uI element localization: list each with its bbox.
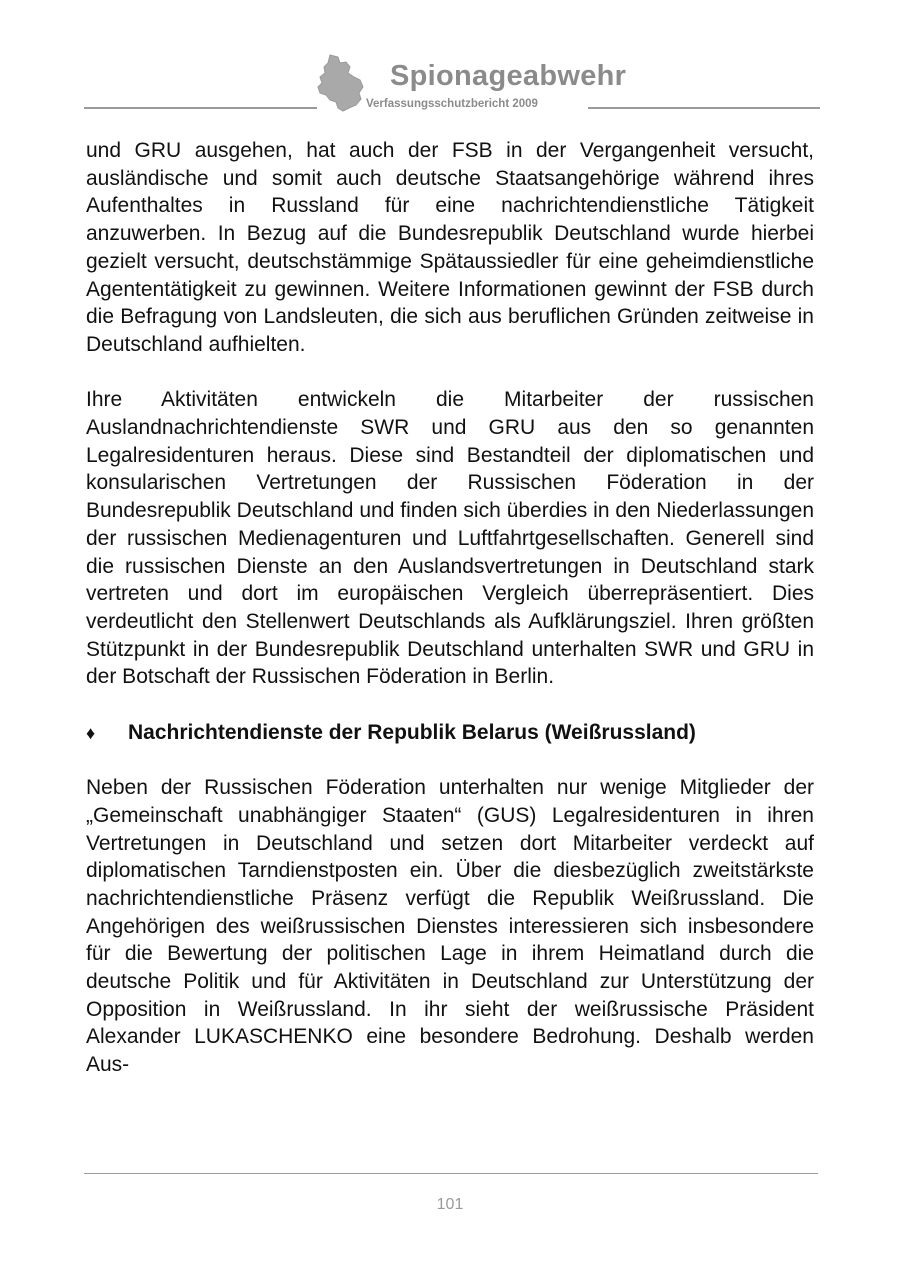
paragraph-2: Ihre Aktivitäten entwickeln die Mitarbeiter der russischen Auslandnachrichtendienste SWR und GRU aus den so genannten Legalresidenturen heraus. Diese sind Bestandteil der diplomatischen und konsularischen Vertretungen der Russischen Föderation in der Bundesrepublik Deutschland und finden sich überdies in den Niederlassungen der russischen Medienagenturen und Luftfahrtgesellschaften. Generell sind die russischen Dienste an den Auslandsvertretungen in Deutschland stark vertreten und dort im europäischen Vergleich überrepräsentiert. Dies verdeutlicht den Stellenwert Deutschlands als Aufklärungsziel. Ihren größten Stützpunkt in der Bundesrepublik Deutschland unterhalten SWR und GRU in der Botschaft der Russischen Föderation in Berlin. [86,388,814,689]
header-subtitle: Verfassungsschutzbericht 2009 [366,98,538,110]
paragraph-1: und GRU ausgehen, hat auch der FSB in der Vergangenheit versucht, ausländische und somit auch deutsche Staatsangehörige während ihres Aufenthaltes in Russland für eine nachrichtendienstliche Tätigkeit anzuwerben. In Bezug auf die Bundesrepublik Deutschland wurde hierbei gezielt versucht, deutschstämmige Spätaussiedler für eine geheimdienstliche Agententätigkeit zu gewinnen. Weitere Informationen gewinnt der FSB durch die Befragung von Landsleuten, die sich aus beruflichen Gründen zeitweise in Deutschland aufhielten. [86,139,814,356]
header-title: Spionageabwehr [390,60,627,92]
section-heading [86,719,814,747]
footer-rule [84,1173,818,1174]
body-text [86,137,814,1079]
header-rule-left [84,107,317,109]
state-map-icon [316,53,366,113]
page-header [84,50,820,120]
paragraph-3: Neben der Russischen Föderation unterhalten nur wenige Mitglieder der „Gemeinschaft unabhängiger Staaten“ (GUS) Legalresidenturen in ihren Vertretungen in Deutschland und setzen dort Mitarbeiter verdeckt auf diplomatischen Tarndienstposten ein. Über die diesbezüglich zweitstärkste nachrichtendienstliche Präsenz verfügt die Republik Weißrussland. Die Angehörigen des weißrussischen Dienstes interessieren sich insbesondere für die Bewertung der politischen Lage in ihrem Heimatland durch die deutsche Politik und für Aktivitäten in Deutschland zur Unterstützung der Opposition in Weißrussland. In ihr sieht der weißrussische Präsident Alexander LUKASCHENKO eine besondere Bedrohung. Deshalb werden Aus- [86,776,814,1077]
page-number: 101 [436,1196,464,1213]
diamond-bullet-icon: ♦ [86,722,96,743]
header-rule-right [588,107,820,109]
section-heading-text: Nachrichtendienste der Republik Belarus (Weißrussland) [128,720,696,744]
